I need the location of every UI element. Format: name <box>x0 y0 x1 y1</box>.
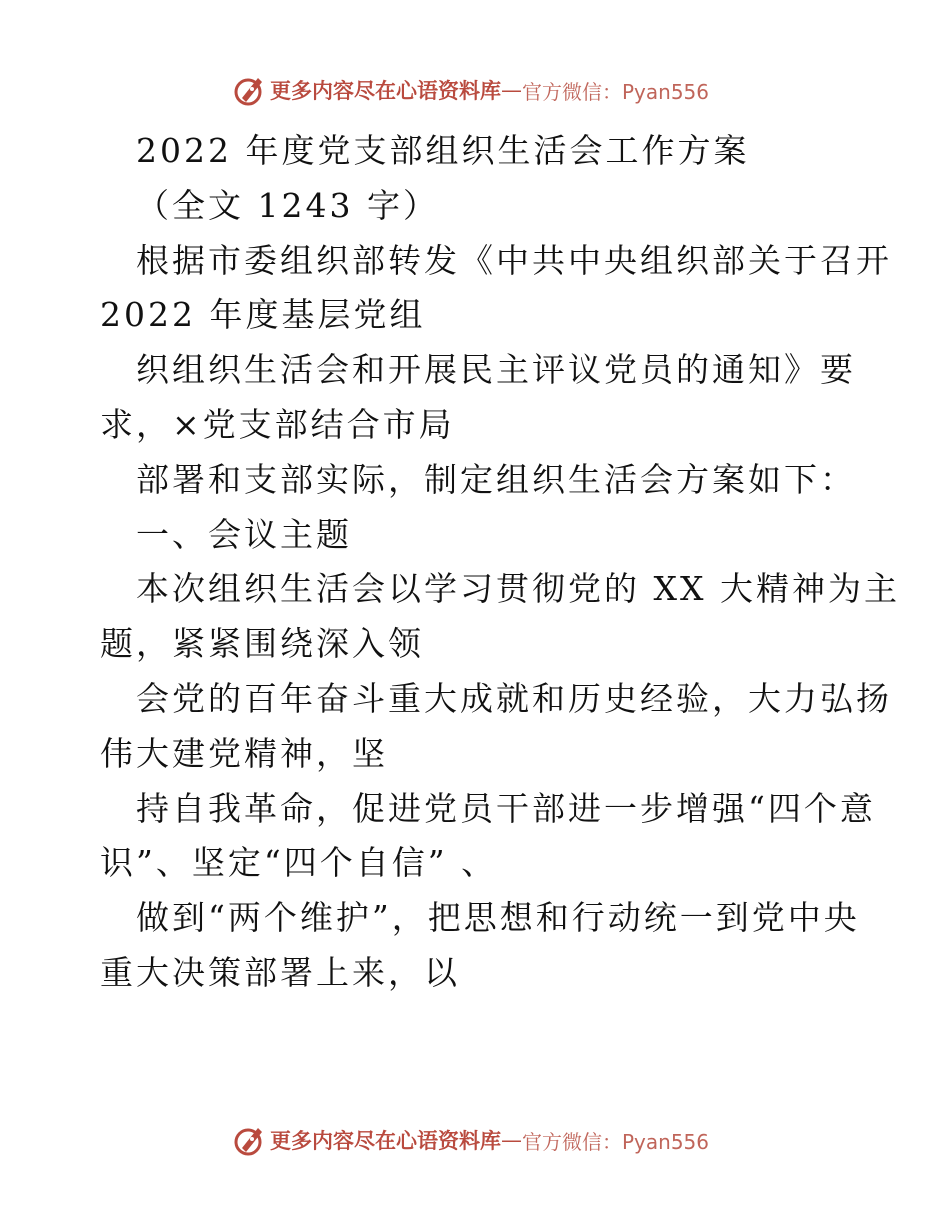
paragraph-line: 伟大建党精神，坚 <box>100 733 388 773</box>
paragraph-line: 识”、坚定“四个自信” 、 <box>100 843 498 883</box>
paragraph-line: 2022 年度基层党组 <box>100 295 426 335</box>
watermark-main-text: 更多内容尽在心语资料库 <box>270 78 501 103</box>
pen-nib-circle-icon <box>232 1122 268 1158</box>
paragraph-line: 重大决策部署上来，以 <box>100 952 460 992</box>
watermark-contact: 官方微信：Pyan556 <box>522 79 710 104</box>
paragraph-line: 部署和支部实际，制定组织生活会方案如下： <box>136 459 856 499</box>
footer-watermark <box>232 1122 709 1158</box>
document-word-count: （全文 1243 字） <box>136 185 439 225</box>
paragraph-line: 题，紧紧围绕深入领 <box>100 624 424 664</box>
section-heading: 一、会议主题 <box>136 514 352 554</box>
paragraph-line: 做到“两个维护”，把思想和行动统一到党中央 <box>136 898 860 938</box>
watermark-separator: — <box>501 78 522 102</box>
paragraph-line: 会党的百年奋斗重大成就和历史经验，大力弘扬 <box>136 678 892 718</box>
paragraph-line: 织组织生活会和开展民主评议党员的通知》要 <box>136 350 856 390</box>
paragraph-line: 根据市委组织部转发《中共中央组织部关于召开 <box>136 240 892 280</box>
watermark-separator: — <box>501 1128 522 1152</box>
watermark-main-text: 更多内容尽在心语资料库 <box>270 1128 501 1153</box>
paragraph-line: 本次组织生活会以学习贯彻党的 XX 大精神为主 <box>136 569 900 609</box>
paragraph-line: 求，×党支部结合市局 <box>100 404 455 444</box>
document-body <box>100 124 900 1001</box>
watermark-contact: 官方微信：Pyan556 <box>522 1129 710 1154</box>
paragraph-line: 持自我革命，促进党员干部进一步增强“四个意 <box>136 788 876 828</box>
pen-nib-circle-icon <box>232 72 268 108</box>
header-watermark <box>232 72 709 108</box>
document-title: 2022 年度党支部组织生活会工作方案 <box>136 131 750 170</box>
